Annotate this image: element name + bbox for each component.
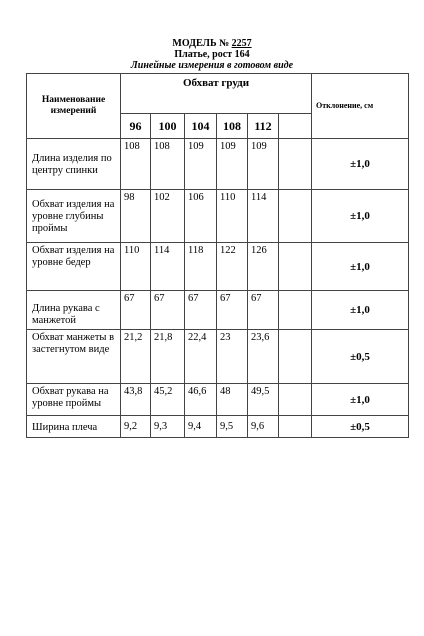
row-label: Ширина плеча — [27, 416, 121, 438]
group-header: Обхват груди — [121, 74, 312, 114]
table-row — [27, 384, 409, 416]
cell-value: 109 — [248, 139, 279, 190]
cell-value: 110 — [121, 243, 151, 291]
measurements-table — [26, 73, 409, 438]
cell-value — [279, 330, 312, 384]
size-header: 108 — [217, 114, 248, 139]
cell-value — [279, 243, 312, 291]
cell-value: 110 — [217, 190, 248, 243]
cell-value: 9,4 — [185, 416, 217, 438]
cell-value: 118 — [185, 243, 217, 291]
cell-value: 67 — [217, 291, 248, 330]
cell-value: 114 — [248, 190, 279, 243]
cell-value — [279, 384, 312, 416]
cell-value: 67 — [185, 291, 217, 330]
cell-value — [279, 416, 312, 438]
cell-value: 108 — [151, 139, 185, 190]
header-row-1 — [27, 74, 409, 114]
row-label: Обхват изделия на уровне глубины проймы — [27, 190, 121, 243]
deviation-value: ±1,0 — [312, 384, 409, 416]
cell-value: 102 — [151, 190, 185, 243]
cell-value: 9,2 — [121, 416, 151, 438]
cell-value: 22,4 — [185, 330, 217, 384]
deviation-value: ±0,5 — [312, 416, 409, 438]
row-label: Длина рукава с манжетой — [27, 291, 121, 330]
cell-value: 98 — [121, 190, 151, 243]
cell-value: 43,8 — [121, 384, 151, 416]
cell-value: 23,6 — [248, 330, 279, 384]
model-label: МОДЕЛЬ № — [172, 38, 230, 49]
name-header: Наименование измерений — [27, 74, 121, 139]
row-label: Обхват манжеты в застегнутом виде — [27, 330, 121, 384]
deviation-value: ±1,0 — [312, 243, 409, 291]
model-title — [0, 38, 424, 49]
row-label: Обхват рукава на уровне проймы — [27, 384, 121, 416]
table-row — [27, 291, 409, 330]
size-header: 112 — [248, 114, 279, 139]
cell-value: 126 — [248, 243, 279, 291]
cell-value: 67 — [248, 291, 279, 330]
row-label: Длина изделия по центру спинки — [27, 139, 121, 190]
subtitle: Платье, рост 164 — [174, 49, 250, 60]
cell-value: 9,6 — [248, 416, 279, 438]
cell-value — [279, 190, 312, 243]
cell-value: 48 — [217, 384, 248, 416]
cell-value: 46,6 — [185, 384, 217, 416]
deviation-header: Отклонение, см — [312, 74, 409, 139]
deviation-value: ±0,5 — [312, 330, 409, 384]
cell-value: 9,5 — [217, 416, 248, 438]
table-row — [27, 190, 409, 243]
cell-value: 114 — [151, 243, 185, 291]
deviation-value: ±1,0 — [312, 190, 409, 243]
cell-value: 109 — [185, 139, 217, 190]
cell-value — [279, 139, 312, 190]
cell-value: 122 — [217, 243, 248, 291]
table-row — [27, 330, 409, 384]
deviation-value: ±1,0 — [312, 139, 409, 190]
table-row — [27, 243, 409, 291]
model-number: 2257 — [231, 38, 252, 49]
size-header: 104 — [185, 114, 217, 139]
cell-value: 45,2 — [151, 384, 185, 416]
cell-value: 109 — [217, 139, 248, 190]
cell-value — [279, 291, 312, 330]
cell-value: 67 — [151, 291, 185, 330]
cell-value: 21,2 — [121, 330, 151, 384]
cell-value: 9,3 — [151, 416, 185, 438]
table-row — [27, 416, 409, 438]
cell-value: 21,8 — [151, 330, 185, 384]
size-header: 96 — [121, 114, 151, 139]
cell-value: 108 — [121, 139, 151, 190]
cell-value: 23 — [217, 330, 248, 384]
size-header-empty — [279, 114, 312, 139]
cell-value: 67 — [121, 291, 151, 330]
table-row — [27, 139, 409, 190]
document-header — [0, 38, 424, 71]
caption: Линейные измерения в готовом виде — [130, 60, 294, 71]
size-header: 100 — [151, 114, 185, 139]
cell-value: 49,5 — [248, 384, 279, 416]
cell-value: 106 — [185, 190, 217, 243]
deviation-value: ±1,0 — [312, 291, 409, 330]
row-label: Обхват изделия на уровне бедер — [27, 243, 121, 291]
